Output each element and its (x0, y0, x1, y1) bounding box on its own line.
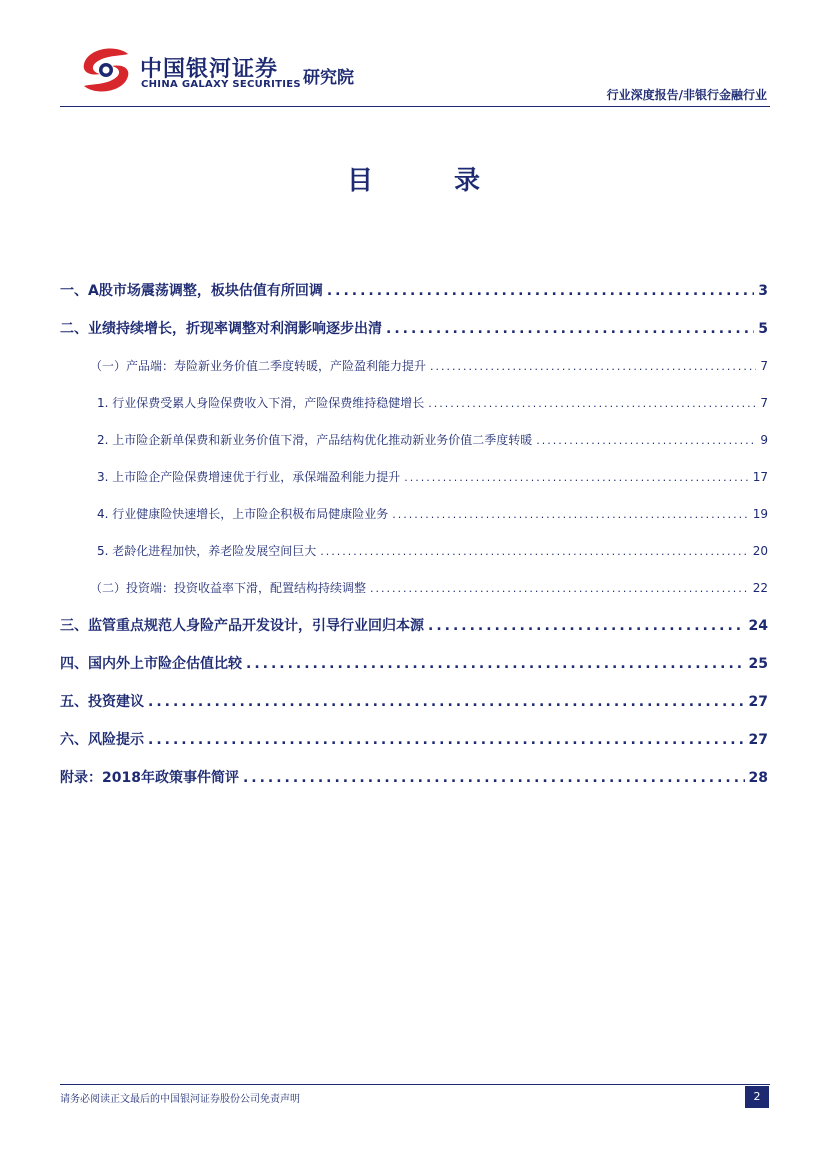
toc-leader-dots (430, 348, 756, 385)
toc-page-number: 3 (758, 283, 768, 299)
toc-entry-text: （一）产品端：寿险新业务价值二季度转暖，产险盈利能力提升 (90, 359, 427, 373)
toc-leader-dots (320, 533, 748, 570)
toc-entry-text: 四、国内外上市险企估值比较 (60, 656, 242, 672)
toc-leader-dots (148, 683, 745, 721)
institute-label: 研究院 (303, 68, 354, 88)
toc-page-number: 22 (752, 581, 768, 595)
toc-entry[interactable] (60, 348, 768, 385)
toc-entry-text: 六、风险提示 (60, 732, 144, 748)
toc-leader-dots (536, 422, 756, 459)
toc-leader-dots (392, 496, 748, 533)
toc-page-number: 5 (758, 321, 768, 337)
toc-entry[interactable] (60, 683, 768, 721)
footer-divider (60, 1084, 770, 1085)
toc-page-number: 27 (748, 694, 768, 710)
toc-leader-dots (370, 570, 749, 607)
toc-page-number: 27 (748, 732, 768, 748)
toc-entry[interactable] (60, 459, 768, 496)
toc-leader-dots (404, 459, 748, 496)
toc-leader-dots (243, 759, 745, 797)
toc-leader-dots (386, 310, 754, 348)
toc-leader-dots (327, 272, 754, 310)
toc-entry-text: 5. 老龄化进程加快，养老险发展空间巨大 (97, 544, 317, 558)
toc-entry-text: 三、监管重点规范人身险产品开发设计，引导行业回归本源 (60, 618, 424, 634)
toc-entry-text: 附录：2018年政策事件简评 (60, 770, 239, 786)
toc-entry[interactable] (60, 385, 768, 422)
page-header (0, 0, 827, 110)
footer-disclaimer: 请务必阅读正文最后的中国银河证券股份公司免责声明 (60, 1094, 300, 1105)
report-type-label: 行业深度报告/非银行金融行业 (606, 88, 767, 102)
table-of-contents (60, 272, 768, 797)
toc-entry-text: 3. 上市险企产险保费增速优于行业，承保端盈利能力提升 (97, 470, 401, 484)
toc-entry[interactable] (60, 570, 768, 607)
toc-entry[interactable] (60, 496, 768, 533)
toc-entry[interactable] (60, 533, 768, 570)
toc-page-number: 20 (752, 544, 768, 558)
header-divider (60, 106, 770, 107)
toc-leader-dots (428, 607, 745, 645)
toc-entry-text: 二、业绩持续增长，折现率调整对利润影响逐步出清 (60, 321, 382, 337)
toc-leader-dots (246, 645, 745, 683)
toc-entry-text: 1. 行业保费受累人身险保费收入下滑，产险保费维持稳健增长 (97, 396, 425, 410)
toc-entry[interactable] (60, 310, 768, 348)
toc-entry[interactable] (60, 272, 768, 310)
toc-entry[interactable] (60, 645, 768, 683)
toc-page-number: 19 (752, 507, 768, 521)
toc-page-number: 7 (760, 396, 768, 410)
toc-page-number: 9 (760, 433, 768, 447)
page-number: 2 (745, 1086, 769, 1108)
toc-leader-dots (148, 721, 745, 759)
galaxy-swirl-logo-icon (78, 46, 134, 94)
brand-name-en: CHINA GALAXY SECURITIES (141, 79, 301, 90)
toc-entry-text: 一、A股市场震荡调整，板块估值有所回调 (60, 283, 323, 299)
toc-entry[interactable] (60, 422, 768, 459)
toc-entry[interactable] (60, 721, 768, 759)
brand-name-cn: 中国银河证券 (140, 57, 279, 82)
toc-entry-text: 4. 行业健康险快速增长，上市险企积极布局健康险业务 (97, 507, 389, 521)
toc-entry-text: （二）投资端：投资收益率下滑，配置结构持续调整 (90, 581, 367, 595)
toc-leader-dots (428, 385, 756, 422)
toc-entry[interactable] (60, 759, 768, 797)
toc-entry-text: 2. 上市险企新单保费和新业务价值下滑，产品结构优化推动新业务价值二季度转暖 (97, 433, 533, 447)
toc-entry[interactable] (60, 607, 768, 645)
toc-title: 目 录 (346, 166, 517, 196)
toc-page-number: 28 (748, 770, 768, 786)
toc-page-number: 25 (748, 656, 768, 672)
toc-page-number: 24 (748, 618, 768, 634)
toc-page-number: 17 (752, 470, 768, 484)
toc-page-number: 7 (760, 359, 768, 373)
toc-entry-text: 五、投资建议 (60, 694, 144, 710)
